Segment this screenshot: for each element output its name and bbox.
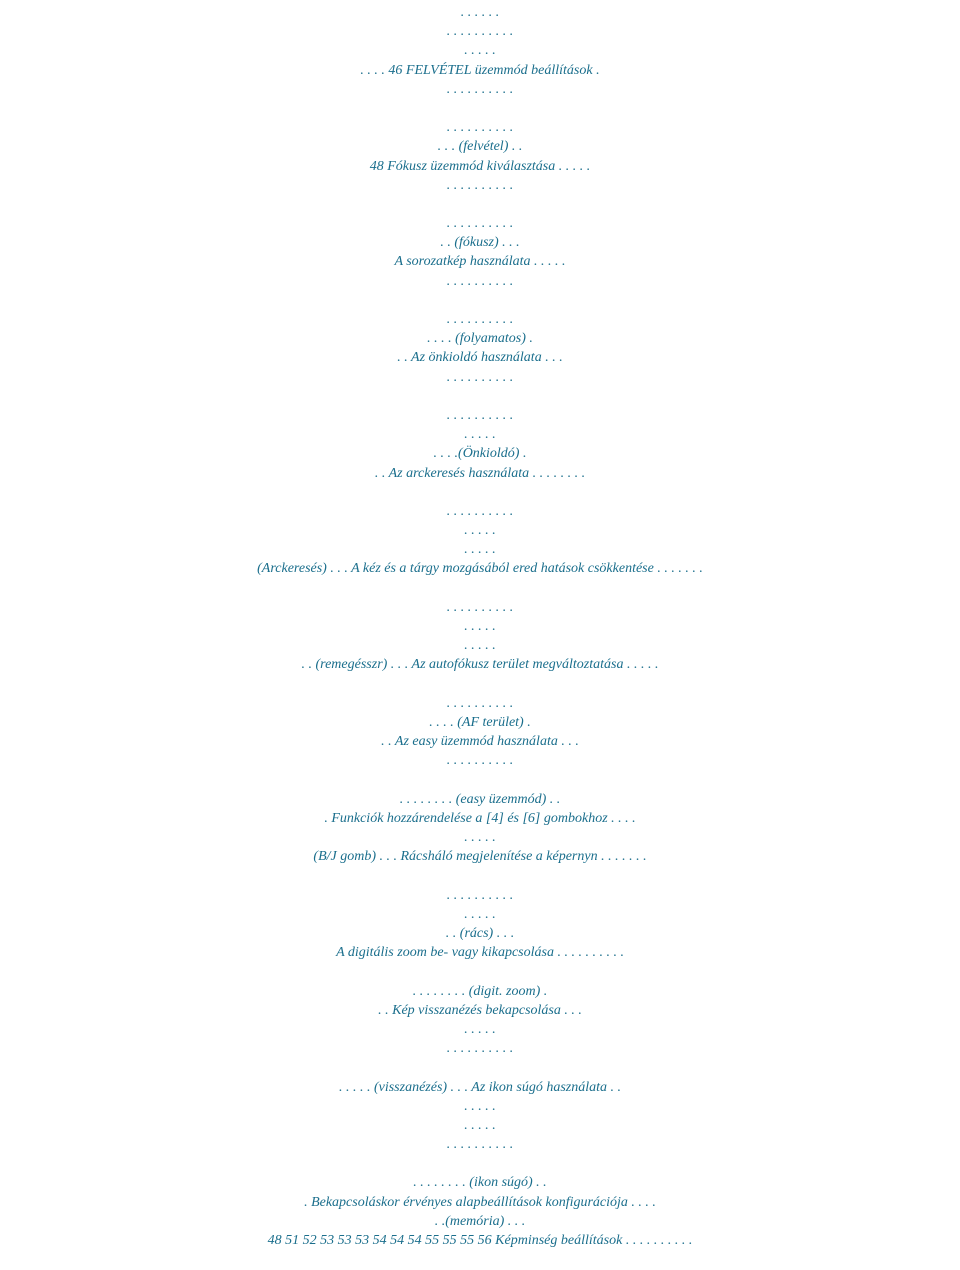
toc-line: . . . . . . . . (ikon súgó) . . [413, 1175, 547, 1191]
toc-blank-line [0, 291, 960, 310]
toc-line: . . . . . [464, 43, 496, 59]
toc-line: . . . . . [464, 619, 496, 634]
toc-line: . . (fókusz) . . . [440, 235, 520, 251]
toc-line: . . . . . . . . (digit. zoom) . [412, 983, 548, 999]
toc-line: . . . . . . . . . . [446, 407, 514, 423]
toc-line: . . . . . . . . . . [446, 312, 514, 327]
toc-blank-line [0, 771, 960, 790]
toc-line: A sorozatkép használata . . . . . [394, 254, 566, 270]
toc-line: . . . . . [464, 906, 496, 922]
toc-line: . . Az önkioldó használata . . . [397, 350, 563, 366]
toc-line: . . . . (folyamatos) . [427, 331, 533, 347]
toc-line: . . . . . . . . . . [446, 216, 514, 232]
toc-line: . . . .(Önkioldó) . [433, 446, 527, 462]
toc-line: . . . . . [464, 1021, 496, 1037]
toc-line: . . Az arckeresés használata . . . . . . . . [374, 465, 586, 481]
toc-line: . . . . . . . . . . [446, 120, 514, 136]
toc-blank-line [0, 387, 960, 406]
toc-line: . . . . . [464, 830, 496, 846]
toc-line: . . . . . (visszanézés) . . . Az ikon súgó használata . . [338, 1079, 622, 1095]
toc-line: . . . . (AF terület) . [429, 714, 531, 730]
toc-line: . . . . . . . . . . [446, 503, 514, 519]
toc-blank-line [0, 962, 960, 981]
toc-blank-line [0, 483, 960, 502]
toc-line: 48 Fókusz üzemmód kiválasztása . . . . . [369, 158, 591, 174]
toc-line: . . . . . . . . . . [446, 599, 514, 615]
toc-line: . . . . . [464, 542, 496, 558]
toc-line: A digitális zoom be- vagy kikapcsolása . . . . . . . . . . [336, 945, 624, 961]
toc-line: . . . . . . . . . . [446, 81, 514, 97]
toc-blank-line [0, 866, 960, 885]
toc-line: . . (remegésszr) . . . Az autofókusz terület megváltoztatása . . . . . [301, 657, 659, 673]
toc-line: 48 51 52 53 53 53 54 54 54 55 55 55 56 Képminség beállítások . . . . . . . . . . [267, 1233, 693, 1248]
toc-blank-line [0, 675, 960, 694]
toc-line: . . . . . [464, 1117, 496, 1133]
toc-blank-line [0, 579, 960, 598]
toc-line: . . . . . [464, 523, 496, 539]
toc-blank-line [0, 1154, 960, 1173]
toc-blank-line [0, 99, 960, 118]
table-of-contents [0, 3, 960, 1250]
toc-blank-line [0, 1058, 960, 1077]
toc-line: . . . . . . . . . . [446, 1041, 514, 1057]
toc-line: . . . (felvétel) . . [437, 139, 523, 155]
toc-line: . . Kép visszanézés bekapcsolása . . . [378, 1002, 582, 1018]
toc-line: . . . . . . . . . . [446, 887, 514, 903]
toc-line: . . Az easy üzemmód használata . . . [381, 734, 579, 750]
toc-line: . . . . . . . . (easy üzemmód) . . [399, 791, 561, 807]
toc-line: . Funkciók hozzárendelése a [4] és [6] gombokhoz . . . . [324, 810, 636, 826]
toc-line: . . . . . [464, 638, 496, 654]
toc-line: (B/J gomb) . . . Rácsháló megjelenítése a képernyn . . . . . . . [313, 849, 647, 865]
toc-line: . . . . . . . . . . [446, 177, 514, 193]
toc-line: . .(memória) . . . [434, 1213, 526, 1229]
toc-line: . . . . . [464, 1098, 496, 1114]
toc-line: . . (rács) . . . [445, 926, 515, 941]
toc-line: . . . . . . . . . . [446, 1137, 514, 1153]
toc-line: (Arckeresés) . . . A kéz és a tárgy mozgásából ered hatások csökkentése . . . . . . . [257, 561, 703, 577]
toc-blank-line [0, 195, 960, 214]
toc-line: . . . . . . . . . . [446, 369, 514, 385]
toc-line: . . . . . . . . . . [446, 695, 514, 711]
toc-line: . . . . . . . . . . [446, 24, 514, 40]
toc-line: . Bekapcsoláskor érvényes alapbeállítások konfigurációja . . . . [304, 1194, 656, 1210]
toc-line: . . . . . . . . . . [446, 273, 514, 289]
toc-line: . . . . 46 FELVÉTEL üzemmód beállítások . [360, 62, 600, 78]
toc-line: . . . . . [464, 427, 496, 443]
toc-line: . . . . . . . . . . [446, 753, 514, 769]
toc-line: . . . . . . [460, 5, 500, 20]
